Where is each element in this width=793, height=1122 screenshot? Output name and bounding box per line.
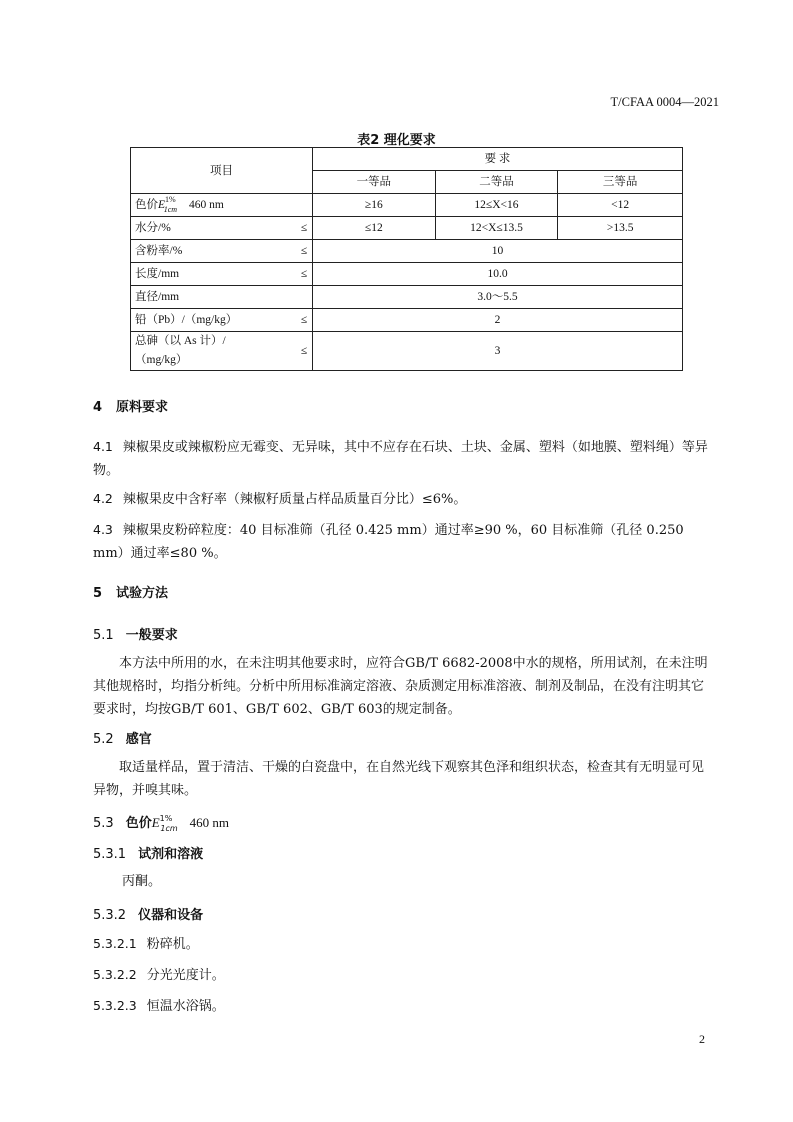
document-id: T/CFAA 0004—2021 xyxy=(610,95,719,109)
header-requirement: 要 求 xyxy=(313,148,683,171)
table-row-powder xyxy=(131,240,683,263)
cell-value: 3 xyxy=(313,332,683,371)
row-label: 色价$E^{1\%}_{1cm}$ 460 nm xyxy=(131,194,313,217)
le-sign: ≤ xyxy=(296,263,312,286)
le-sign: ≤ xyxy=(296,217,312,240)
row-label: 含粉率/% xyxy=(131,240,297,263)
table-row-length xyxy=(131,263,683,286)
le-sign: ≤ xyxy=(296,240,312,263)
clause-5-1-heading: 5.1 一般要求 xyxy=(93,628,178,643)
clause-5-3-2-heading: 5.3.2 仪器和设备 xyxy=(93,908,204,923)
grade-3: 三等品 xyxy=(558,171,683,194)
table-title: 表2 理化要求 xyxy=(357,133,436,148)
row-label: 直径/mm xyxy=(131,286,313,309)
cell-value: 10 xyxy=(313,240,683,263)
le-sign: ≤ xyxy=(296,309,312,332)
row-label: 总砷（以 As 计）/ （mg/kg） xyxy=(131,332,297,371)
cell-value: ≤12 xyxy=(313,217,436,240)
header-item: 项目 xyxy=(131,148,313,194)
clause-5-3-1-heading: 5.3.1 试剂和溶液 xyxy=(93,847,204,862)
clause-4-1: 4.1 辣椒果皮或辣椒粉应无霉变、无异味，其中不应存在石块、土块、金属、塑料（如地膜、塑料绳）等异物。 xyxy=(93,439,708,478)
table-row-arsenic xyxy=(131,332,683,371)
clause-5-3-2-2: 5.3.2.2 分光光度计。 xyxy=(93,967,225,983)
physicochemical-requirements-table xyxy=(130,147,683,371)
table-row-diameter xyxy=(131,286,683,309)
section-5-heading: 5 试验方法 xyxy=(93,586,169,601)
cell-value: <12 xyxy=(558,194,683,217)
row-label: 长度/mm xyxy=(131,263,297,286)
grade-1: 一等品 xyxy=(313,171,436,194)
clause-5-3-2-1: 5.3.2.1 粉碎机。 xyxy=(93,936,199,952)
cell-value: 10.0 xyxy=(313,263,683,286)
clause-4-3: 4.3 辣椒果皮粉碎粒度：40 目标准筛（孔径 0.425 mm）通过率≥90 %，60 目标准筛（孔径 0.250 mm）通过率≤80 %。 xyxy=(93,522,684,561)
table-row-lead xyxy=(131,309,683,332)
clause-5-2-text: 取适量样品，置于清洁、干燥的白瓷盘中，在自然光线下观察其色泽和组织状态，检查其有无明显可见异物，并嗅其味。 xyxy=(93,760,705,798)
grade-2: 二等品 xyxy=(435,171,558,194)
row-label: 铅（Pb）/（mg/kg） xyxy=(131,309,297,332)
clause-5-2-heading: 5.2 感官 xyxy=(93,732,152,747)
cell-value: 2 xyxy=(313,309,683,332)
table-header-row xyxy=(131,148,683,171)
clause-5-1-text: 本方法中所用的水，在未注明其他要求时，应符合GB/T 6682-2008中水的规格，所用试剂，在未注明其他规格时，均指分析纯。分析中所用标准滴定溶液、杂质测定用标准溶液、制剂及制品，在没有注明其它要求时，均按GB/T 601、GB/T 602、GB/T 603的规定制备。 xyxy=(93,656,708,717)
cell-value: 12≤X<16 xyxy=(435,194,558,217)
cell-value: 3.0～5.5 xyxy=(313,286,683,309)
table-row-color-value xyxy=(131,194,683,217)
le-sign: ≤ xyxy=(296,332,312,371)
clause-5-3-heading: 5.3 色价$E^{1\%}_{1cm}$ 460 nm xyxy=(93,814,230,833)
cell-value: ≥16 xyxy=(313,194,436,217)
section-4-heading: 4 原料要求 xyxy=(93,400,169,415)
table-row-moisture xyxy=(131,217,683,240)
clause-5-3-1-text: 丙酮。 xyxy=(122,874,162,889)
clause-5-3-2-3: 5.3.2.3 恒温水浴锅。 xyxy=(93,998,225,1014)
cell-value: >13.5 xyxy=(558,217,683,240)
row-label: 水分/% xyxy=(131,217,297,240)
page-number: 2 xyxy=(699,1032,705,1046)
clause-4-2: 4.2 辣椒果皮中含籽率（辣椒籽质量占样品质量百分比）≤6%。 xyxy=(93,491,467,507)
cell-value: 12<X≤13.5 xyxy=(435,217,558,240)
